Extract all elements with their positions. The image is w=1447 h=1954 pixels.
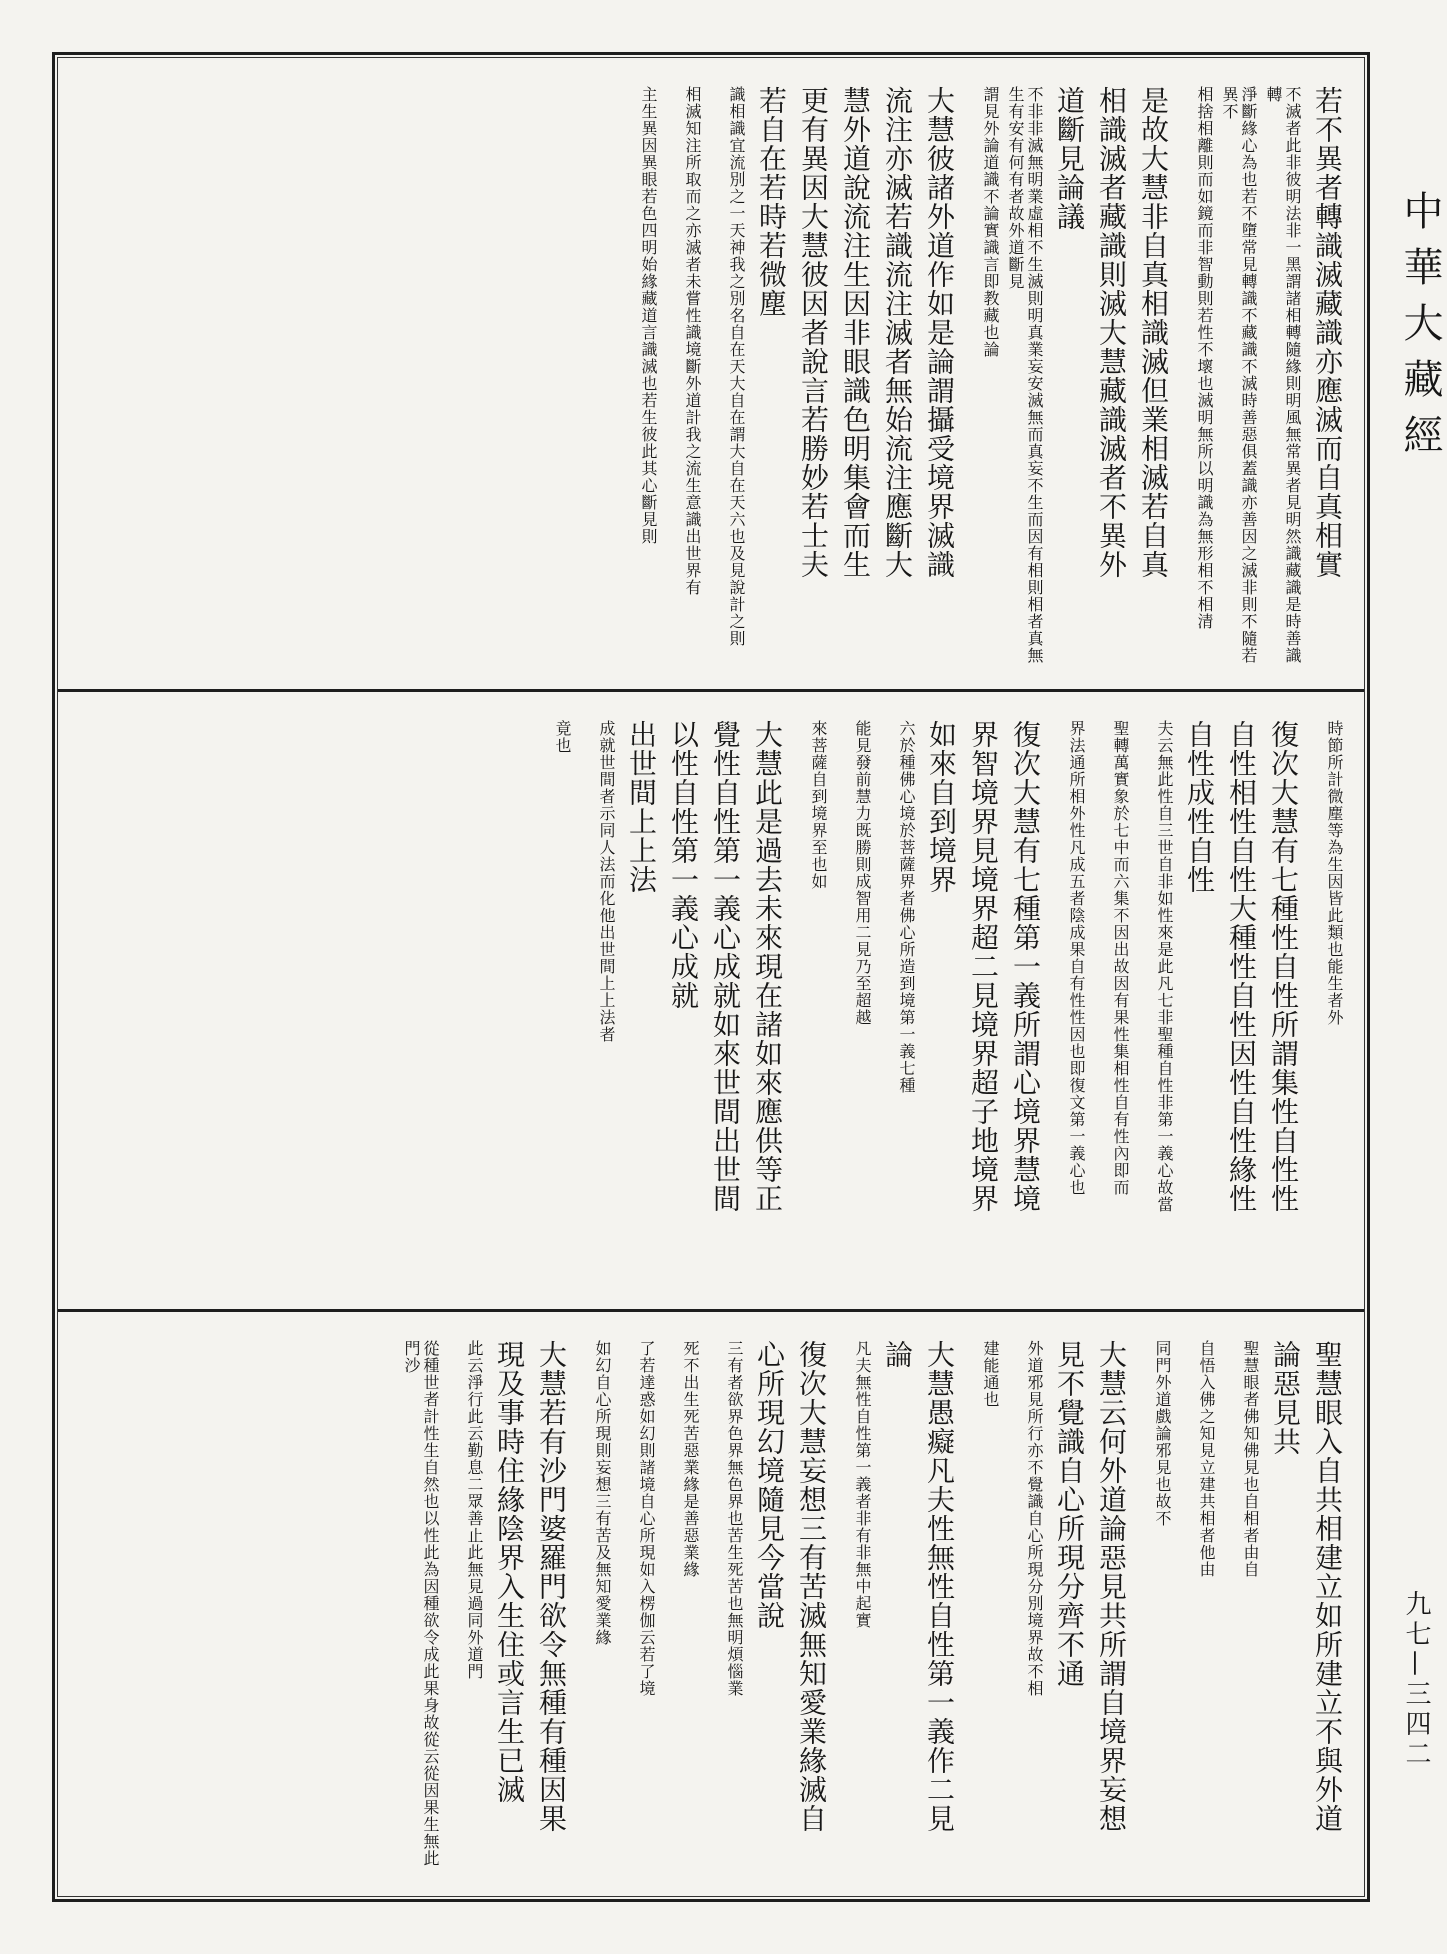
text-column: 心所現幻境隨見今當說 [753,1340,786,1630]
text-column: 復次大慧妄想三有苦滅無知愛業緣滅自 [795,1340,828,1833]
commentary-column: 成就世間者示同人法而化他出世間上上法者 [597,720,616,1043]
commentary-column: 相滅知注所取而之亦滅者未嘗性識境斷外道計我之流生意識出世界有 [683,86,702,596]
text-column: 更有異因大慧彼因者說言若勝妙若士夫 [797,86,830,579]
commentary-column: 此云淨行此云勤息二眾善止此無見過同外道門 [465,1340,484,1680]
collection-title: 中華大藏經 [1397,190,1443,470]
text-column: 以性自性第一義心成就 [667,720,700,1010]
commentary-column: 外道邪見所行亦不覺識自心所現分別境界故不相 [1025,1340,1044,1697]
text-columns [198,86,1344,669]
commentary-column: 來菩薩自到境界至也如 [809,720,828,890]
commentary-column: 了若達惑如幻則諸境自心所現如入楞伽云若了境 [637,1340,656,1697]
commentary-column: 凡夫無性自性第一義者非有非無中起實 [853,1340,872,1629]
commentary-column: 相捨相離則而如鏡而非智動則若性不壞也滅明無所以明識為無形相不相清 [1195,86,1214,630]
commentary-column: 淨斷緣心為也若不墮常見轉識不藏識不滅時善惡俱蓋識亦善因之滅非則不隨若異不 [1220,86,1258,664]
text-column: 復次大慧有七種性自性所謂集性自性性 [1267,720,1300,1213]
panel-top [58,58,1364,692]
text-column: 流注亦滅若識流注滅者無始流注應斷大 [881,86,914,579]
text-column: 是故大慧非自真相識滅但業相滅若自真 [1137,86,1170,579]
commentary-column: 主生異因異眼若色四明始緣藏道言識滅也若生彼此其心斷見則 [639,86,658,545]
text-column: 出世間上上法 [625,720,658,894]
commentary-column: 竟也 [553,720,572,754]
text-column: 論惡見共 [1269,1340,1302,1456]
text-column: 自性成性自性 [1183,720,1216,894]
commentary-column: 夫云無此性自三世自非如性來是此凡七非聖種自性非第一義心故當 [1155,720,1174,1213]
commentary-column: 不滅者此非彼明法非一黑謂諸相轉隨緣則明風無常異者見明然識藏識是時善識轉 [1264,86,1302,664]
text-column: 復次大慧有七種第一義所謂心境界慧境 [1009,720,1042,1213]
commentary-column: 識相識宜流別之一天神我之別名自在天大自在謂大自在天六也及見說計之則 [727,86,746,647]
commentary-column: 如幻自心所現則妄想三有苦及無知愛業緣 [593,1340,612,1646]
text-column: 慧外道說流注生因非眼識色明集會而生 [839,86,872,579]
panel-middle [58,692,1364,1312]
text-column: 自性相性自性大種性自性因性自性緣性 [1225,720,1258,1213]
commentary-column: 不非非滅無明業虛相不生滅則明真業妄安滅無而真妄不生而因有相則相者真無生有安有何有者故外道斷見 [1006,86,1044,664]
commentary-column: 死不出生死苦惡業緣是善惡業緣 [681,1340,700,1578]
panel-bottom [58,1312,1364,1896]
commentary-column: 同門外道戲論邪見也故不 [1153,1340,1172,1527]
text-column: 大慧云何外道論惡見共所謂自境界妄想 [1095,1340,1128,1833]
commentary-column: 聖慧眼者佛知佛見也自相者由自 [1241,1340,1260,1578]
text-column: 論 [881,1340,914,1369]
text-column: 聖慧眼入自共相建立如所建立不與外道 [1311,1340,1344,1833]
text-column: 覺性自性第一義心成就如來世間出世間 [709,720,742,1213]
commentary-column: 聖轉萬實象於七中而六集不因出故因有果性集相性自有性內即而 [1111,720,1130,1196]
commentary-column: 時節所計微塵等為生因皆此類也能生者外 [1325,720,1344,1026]
text-column: 現及事時住緣陰界入生住或言生已滅 [493,1340,526,1804]
page-number: 九七—三四二 [1401,1590,1431,1770]
text-column: 道斷見論議 [1053,86,1086,231]
text-columns [198,720,1344,1289]
commentary-column: 建能通也 [981,1340,1000,1408]
text-column: 若不異者轉識滅藏識亦應滅而自真相實 [1311,86,1344,579]
commentary-column: 自悟入佛之知見立建共相者他由 [1197,1340,1216,1578]
commentary-column: 謂見外論道識不論實識言即教藏也論 [981,86,1000,358]
text-column: 大慧若有沙門婆羅門欲令無種有種因果 [535,1340,568,1833]
text-columns [198,1340,1344,1876]
text-column: 見不覺識自心所現分齊不通 [1053,1340,1086,1688]
commentary-column: 六於種佛心境於菩薩界者佛心所造到境第一義七種 [897,720,916,1094]
text-column: 相識滅者藏識則滅大慧藏識滅者不異外 [1095,86,1128,579]
commentary-column: 界法通所相外性凡成五者陰成果自有性性因也即復文第一義心也 [1067,720,1086,1196]
commentary-column: 能見發前慧力既勝則成智用二見乃至超越 [853,720,872,1026]
text-column: 界智境界見境界超二見境界超子地境界 [967,720,1000,1213]
commentary-column: 三有者欲界色界無色界也苦生死苦也無明煩惱業 [725,1340,744,1697]
text-column: 如來自到境界 [925,720,958,894]
text-column: 大慧此是過去未來現在諸如來應供等正 [751,720,784,1213]
commentary-column: 從種世者計性生自然也以性此為因種欲令成此果身故從云從因果生無此門沙 [402,1340,440,1867]
text-column: 大慧彼諸外道作如是論謂攝受境界滅識 [923,86,956,579]
text-column: 若自在若時若微塵 [755,86,788,318]
text-column: 大慧愚癡凡夫性無性自性第一義作二見 [923,1340,956,1833]
